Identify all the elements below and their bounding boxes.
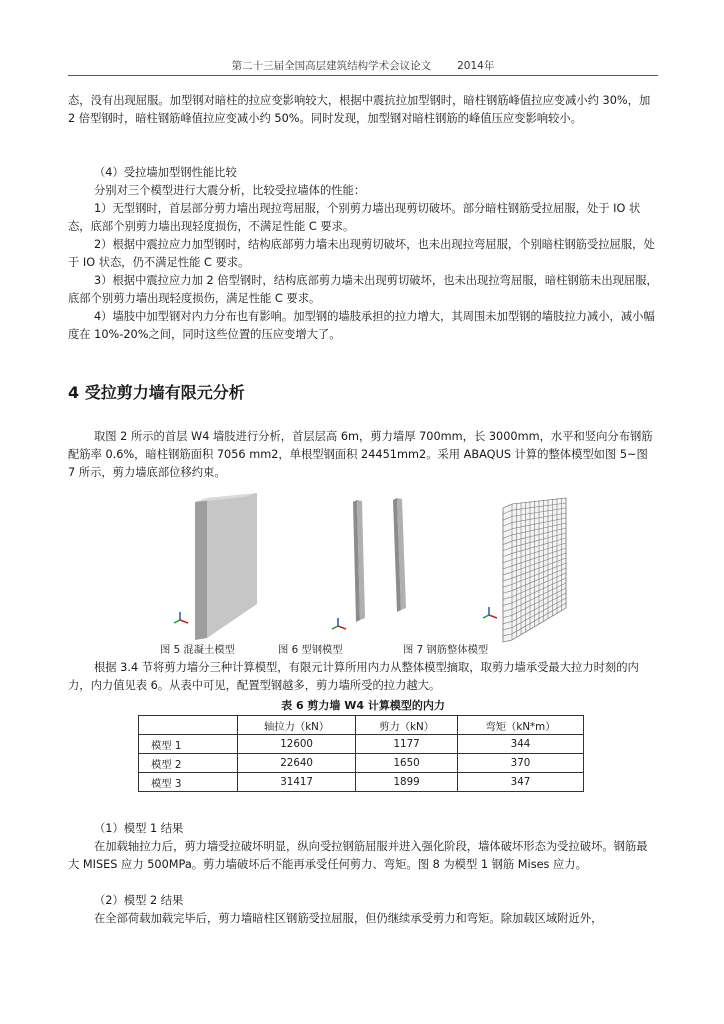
section-title: 4 受拉剪力墙有限元分析 — [68, 383, 245, 402]
figure-6-caption: 图 6 型钢模型 — [278, 644, 343, 656]
subheading-model-1: （1）模型 1 结果 — [94, 822, 184, 835]
conference-name: 第二十三届全国高层建筑结构学术会议论文 — [231, 60, 432, 72]
paragraph-item-2: 2）根据中震拉应力加型钢时，结构底部剪力墙未出现剪切破坏，也未出现拉弯屈服，个别暗柱钢筋受拉屈服，处于 IO 状态，仍不满足性能 C 要求。 — [68, 238, 655, 269]
rebar-model-figure — [503, 498, 566, 642]
axis-triad-icon — [332, 618, 346, 629]
steel-model-figure — [353, 498, 406, 622]
table-cell: 模型 2 — [139, 754, 238, 773]
axis-triad-icon — [483, 607, 497, 618]
paragraph-model-setup: 取图 2 所示的首层 W4 墙肢进行分析，首层层高 6m，剪力墙厚 700mm，长 3000mm，水平和竖向分布钢筋配筋率 0.6%，暗柱钢筋面积 7056 mm2，单根型钢面积 24451mm2。采用 ABAQUS 计算的整体模型如图 5~图 7 所示，剪力墙底部位移约束。 — [68, 430, 653, 479]
table-cell: 344 — [457, 735, 583, 754]
running-header — [68, 58, 658, 73]
paragraph-calc-models: 根据 3.4 节将剪力墙分三种计算模型，有限元计算所用内力从整体模型摘取，取剪力墙承受最大拉力时刻的内力，内力值见表 6。从表中可见，配置型钢越多，剪力墙所受的拉力越大。 — [68, 661, 639, 692]
axis-triad-icon — [174, 612, 188, 623]
figure-7-caption: 图 7 钢筋整体模型 — [403, 644, 489, 656]
paragraph-model-1-result: 在加载轴拉力后，剪力墙受拉破坏明显，纵向受拉钢筋屈服并进入强化阶段，墙体破坏形态为受拉破坏。钢筋最大 MISES 应力 500MPa。剪力墙破坏后不能再承受任何剪力、弯矩。图 8 为模型 1 钢筋 Mises 应力。 — [68, 840, 648, 871]
internal-force-table — [138, 715, 584, 792]
table-title: 表 6 剪力墙 W4 计算模型的内力 — [281, 699, 445, 712]
paragraph-item-1: 1）无型钢时，首层部分剪力墙出现拉弯屈服，个别剪力墙出现剪切破坏。部分暗柱钢筋受拉屈服，处于 IO 状态，底部个别剪力墙出现轻度损伤，不满足性能 C 要求。 — [68, 202, 641, 233]
table-row — [139, 773, 584, 792]
table-row — [139, 735, 584, 754]
table-cell: 370 — [457, 754, 583, 773]
table-cell: 1899 — [356, 773, 458, 792]
concrete-model-figure — [195, 493, 257, 640]
table-cell: 22640 — [238, 754, 356, 773]
figure-graphics — [0, 490, 724, 655]
table-cell: 模型 3 — [139, 773, 238, 792]
table-header-row — [139, 716, 584, 735]
table-cell: 347 — [457, 773, 583, 792]
paragraph-item-4: 4）墙肢中加型钢对内力分布也有影响。加型钢的墙肢承担的拉力增大，其周围未加型钢的墙肢拉力减小，减小幅度在 10%-20%之间，同时这些位置的压应变增大了。 — [68, 310, 655, 341]
paragraph-item-3: 3）根据中震拉应力加 2 倍型钢时，结构底部剪力墙未出现剪切破坏，也未出现拉弯屈服，暗柱钢筋未出现屈服，底部个别剪力墙出现轻度损伤，满足性能 C 要求。 — [68, 274, 658, 305]
figure-5-caption: 图 5 混凝土模型 — [160, 644, 235, 656]
subheading-model-2: （2）模型 2 结果 — [94, 894, 184, 907]
paragraph-continuation: 态，没有出现屈服。加型钢对暗柱的拉应变影响较大，根据中震抗拉加型钢时，暗柱钢筋峰值拉应变减小约 30%，加 2 倍型钢时，暗柱钢筋峰值拉应变减小约 50%。同时发现，加型钢对暗柱钢筋的峰值压应变影响较小。 — [68, 94, 651, 125]
subheading-wall-comparison: （4）受拉墙加型钢性能比较 — [94, 166, 237, 179]
figure-row — [0, 490, 724, 655]
table-cell: 1177 — [356, 735, 458, 754]
paragraph-intro: 分别对三个模型进行大震分析，比较受拉墙体的性能： — [94, 184, 366, 197]
table-cell: 12600 — [238, 735, 356, 754]
table-cell: 1650 — [356, 754, 458, 773]
table-header-cell: 轴拉力（kN） — [238, 716, 356, 735]
table-header-cell — [139, 716, 238, 735]
header-rule — [68, 75, 658, 76]
paragraph-model-2-result: 在全部荷载加载完毕后，剪力墙暗柱区钢筋受拉屈服，但仍继续承受剪力和弯矩。除加载区域附近外， — [94, 912, 603, 925]
table-row — [139, 754, 584, 773]
table-cell: 31417 — [238, 773, 356, 792]
table-header-cell: 剪力（kN） — [356, 716, 458, 735]
table-cell: 模型 1 — [139, 735, 238, 754]
table-header-cell: 弯矩（kN*m） — [457, 716, 583, 735]
header-year: 2014年 — [457, 60, 495, 72]
